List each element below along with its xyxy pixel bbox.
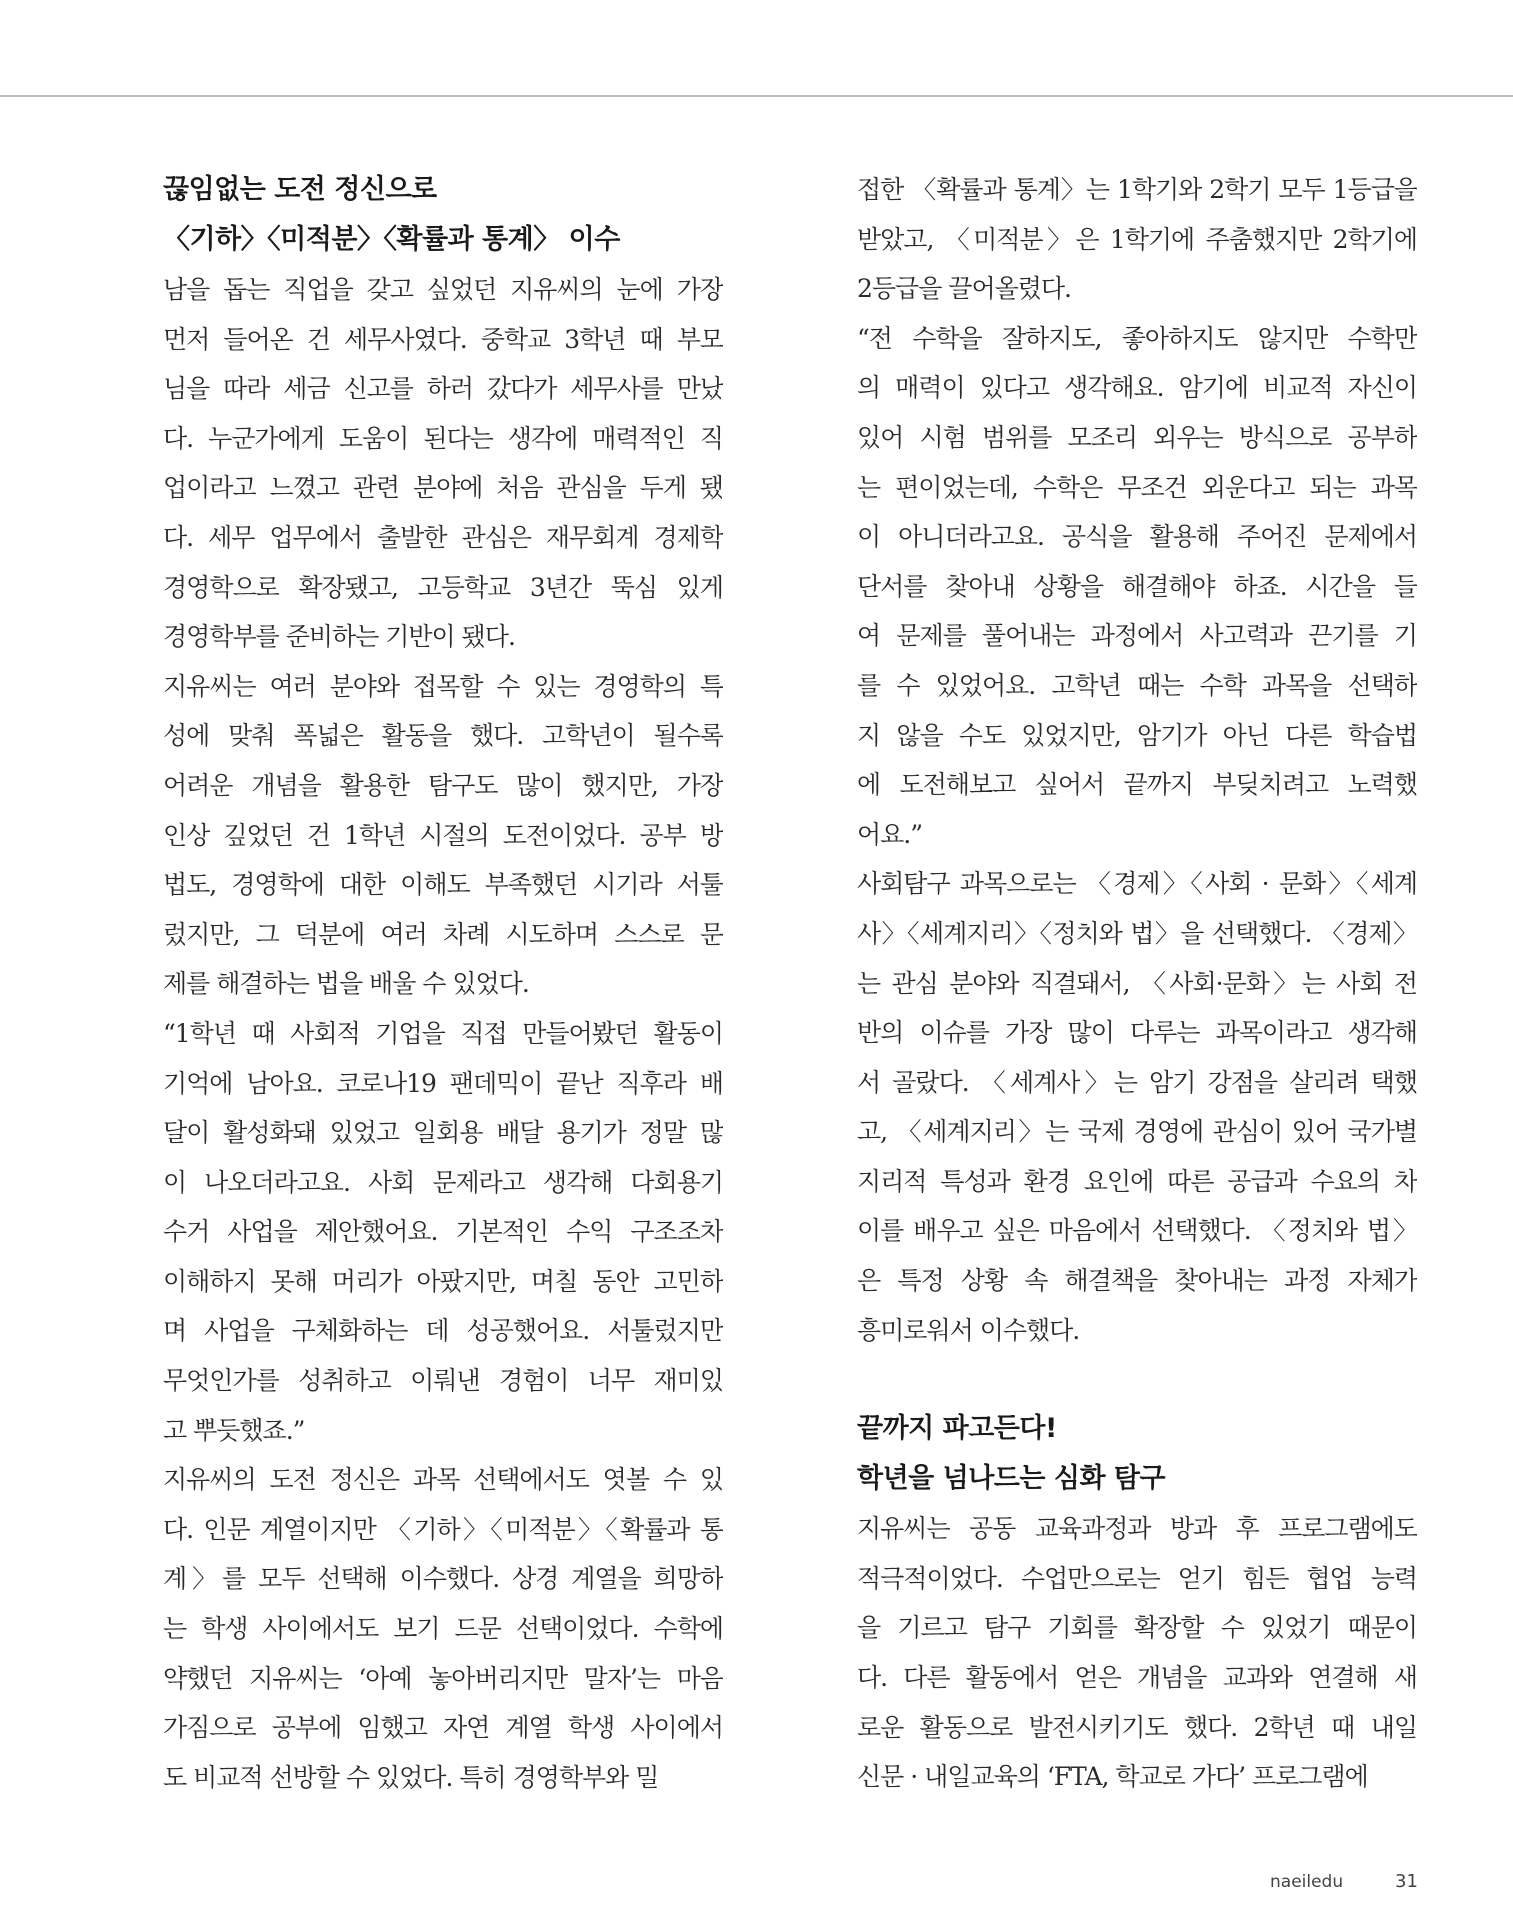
text-line: 지리적 특성과 환경 요인에 따른 공급과 수요의 차 [857, 1166, 1417, 1196]
text-line: 며 사업을 구체화하는 데 성공했어요. 서툴렀지만 [163, 1316, 723, 1346]
text-line: 가짐으로 공부에 임했고 자연 계열 학생 사이에서 [163, 1713, 723, 1743]
text-line: 다. 인문 계열이지만 〈기하〉〈미적분〉〈확률과 통 [163, 1514, 723, 1544]
article-body [163, 265, 723, 1802]
text-line: “1학년 때 사회적 기업을 직접 만들어봤던 활동이 [163, 1018, 723, 1048]
text-line: 경영학으로 확장됐고, 고등학교 3년간 뚝심 있게 [163, 572, 723, 602]
text-line: 받았고, 〈미적분〉은 1학기에 주춤했지만 2학기에 [857, 224, 1417, 254]
text-line: 무엇인가를 성취하고 이뤄낸 경험이 너무 재미있 [163, 1366, 723, 1396]
text-line: 은 특정 상황 속 해결책을 찾아내는 과정 자체가 [857, 1266, 1417, 1296]
page-number: 31 [1395, 1871, 1418, 1892]
text-line: 이를 배우고 싶은 마음에서 선택했다. 〈정치와 법〉 [857, 1216, 1417, 1246]
text-line: 성에 맞춰 폭넓은 활동을 했다. 고학년이 될수록 [163, 721, 723, 751]
text-line: 남을 돕는 직업을 갖고 싶었던 지유씨의 눈에 가장 [163, 275, 723, 304]
text-line: 을 기르고 탐구 기회를 확장할 수 있었기 때문이 [857, 1613, 1417, 1643]
text-line: 제를 해결하는 법을 배울 수 있었다. [163, 969, 529, 999]
text-line: 도 비교적 선방할 수 있었다. 특히 경영학부와 밀 [163, 1762, 659, 1792]
text-line: 어요.” [857, 819, 923, 849]
text-line: 에 도전해보고 싶어서 끝까지 부딪치려고 노력했 [857, 770, 1417, 800]
text-line: 지유씨는 공동 교육과정과 방과 후 프로그램에도 [857, 1514, 1417, 1544]
text-line: 약했던 지유씨는 ‘아예 놓아버리지만 말자’는 마음 [163, 1663, 723, 1693]
text-line: 법도, 경영학에 대한 이해도 부족했던 시기라 서툴 [163, 870, 723, 900]
text-line: 의 매력이 있다고 생각해요. 암기에 비교적 자신이 [857, 373, 1417, 403]
text-line: 업이라고 느꼈고 관련 분야에 처음 관심을 두게 됐 [163, 473, 723, 503]
text-line: 이해하지 못해 머리가 아팠지만, 며칠 동안 고민하 [163, 1266, 723, 1296]
section-gap [857, 1355, 1417, 1404]
text-line: 지 않을 수도 있었지만, 암기가 아닌 다른 학습법 [857, 720, 1417, 750]
text-line: 다. 누군가에게 도움이 된다는 생각에 매력적인 직 [163, 423, 723, 453]
text-line: 접한 〈확률과 통계〉는 1학기와 2학기 모두 1등급을 [857, 175, 1417, 204]
heading-line: 끊임없는 도전 정신으로 [163, 174, 437, 205]
text-line: “전 수학을 잘하지도, 좋아하지도 않지만 수학만 [857, 323, 1417, 353]
text-line: 님을 따라 세금 신고를 하러 갔다가 세무사를 만났 [163, 374, 723, 404]
right-column [857, 165, 1417, 1802]
left-column [163, 165, 723, 1802]
section-heading-1 [163, 165, 723, 265]
text-line: 단서를 찾아내 상황을 해결해야 하죠. 시간을 들 [857, 571, 1417, 601]
text-line: 고 뿌듯했죠.” [163, 1415, 305, 1445]
text-line: 지유씨는 여러 분야와 접목할 수 있는 경영학의 특 [163, 671, 723, 701]
text-line: 반의 이슈를 가장 많이 다루는 과목이라고 생각해 [857, 1018, 1417, 1048]
text-line: 수거 사업을 제안했어요. 기본적인 수익 구조조차 [163, 1217, 723, 1247]
text-line: 이 아니더라고요. 공식을 활용해 주어진 문제에서 [857, 522, 1417, 552]
text-line: 렀지만, 그 덕분에 여러 차례 시도하며 스스로 문 [163, 919, 723, 949]
text-line: 다. 세무 업무에서 출발한 관심은 재무회계 경제학 [163, 522, 723, 552]
text-line: 먼저 들어온 건 세무사였다. 중학교 3학년 때 부모 [163, 324, 723, 354]
heading-line: 〈기하〉〈미적분〉〈확률과 통계〉 이수 [163, 224, 620, 255]
text-line: 신문 · 내일교육의 ‘FTA, 학교로 가다’ 프로그램에 [857, 1762, 1368, 1792]
text-line: 달이 활성화돼 있었고 일회용 배달 용기가 정말 많 [163, 1118, 723, 1148]
section-heading-2 [857, 1404, 1417, 1504]
article-body [857, 165, 1417, 1355]
footer-site-name: naeiledu [1270, 1872, 1344, 1892]
text-line: 로운 활동으로 발전시키기도 했다. 2학년 때 내일 [857, 1712, 1417, 1742]
top-divider [0, 95, 1513, 97]
text-line: 계〉를 모두 선택해 이수했다. 상경 계열을 희망하 [163, 1564, 723, 1594]
heading-line: 학년을 넘나드는 심화 탐구 [857, 1463, 1166, 1495]
text-line: 있어 시험 범위를 모조리 외우는 방식으로 공부하 [857, 422, 1417, 452]
text-line: 는 관심 분야와 직결돼서, 〈사회·문화〉는 사회 전 [857, 968, 1417, 998]
text-line: 사회탐구 과목으로는 〈경제〉〈사회 · 문화〉〈세계 [857, 869, 1417, 899]
text-line: 사〉〈세계지리〉〈정치와 법〉을 선택했다. 〈경제〉 [857, 918, 1417, 948]
text-line: 를 수 있었어요. 고학년 때는 수학 과목을 선택하 [857, 670, 1417, 700]
text-line: 서 골랐다. 〈세계사〉는 암기 강점을 살리려 택했 [857, 1067, 1417, 1097]
text-line: 인상 깊었던 건 1학년 시절의 도전이었다. 공부 방 [163, 820, 723, 850]
text-line: 는 편이었는데, 수학은 무조건 외운다고 되는 과목 [857, 472, 1417, 502]
text-line: 경영학부를 준비하는 기반이 됐다. [163, 622, 515, 652]
text-line: 이 나오더라고요. 사회 문제라고 생각해 다회용기 [163, 1167, 723, 1197]
text-line: 흥미로워서 이수했다. [857, 1315, 1080, 1345]
text-line: 어려운 개념을 활용한 탐구도 많이 했지만, 가장 [163, 770, 723, 800]
text-line: 지유씨의 도전 정신은 과목 선택에서도 엿볼 수 있 [163, 1465, 723, 1495]
text-line: 기억에 남아요. 코로나19 팬데믹이 끝난 직후라 배 [163, 1068, 723, 1098]
article-body [857, 1504, 1417, 1802]
text-line: 다. 다른 활동에서 얻은 개념을 교과와 연결해 새 [857, 1663, 1417, 1693]
text-line: 여 문제를 풀어내는 과정에서 사고력과 끈기를 기 [857, 621, 1417, 651]
text-line: 고, 〈세계지리〉는 국제 경영에 관심이 있어 국가별 [857, 1117, 1417, 1147]
heading-line: 끝까지 파고든다! [857, 1413, 1057, 1445]
text-line: 는 학생 사이에서도 보기 드문 선택이었다. 수학에 [163, 1614, 723, 1644]
text-line: 적극적이었다. 수업만으로는 얻기 힘든 협업 능력 [857, 1563, 1417, 1593]
text-line: 2등급을 끌어올렸다. [857, 274, 1071, 304]
